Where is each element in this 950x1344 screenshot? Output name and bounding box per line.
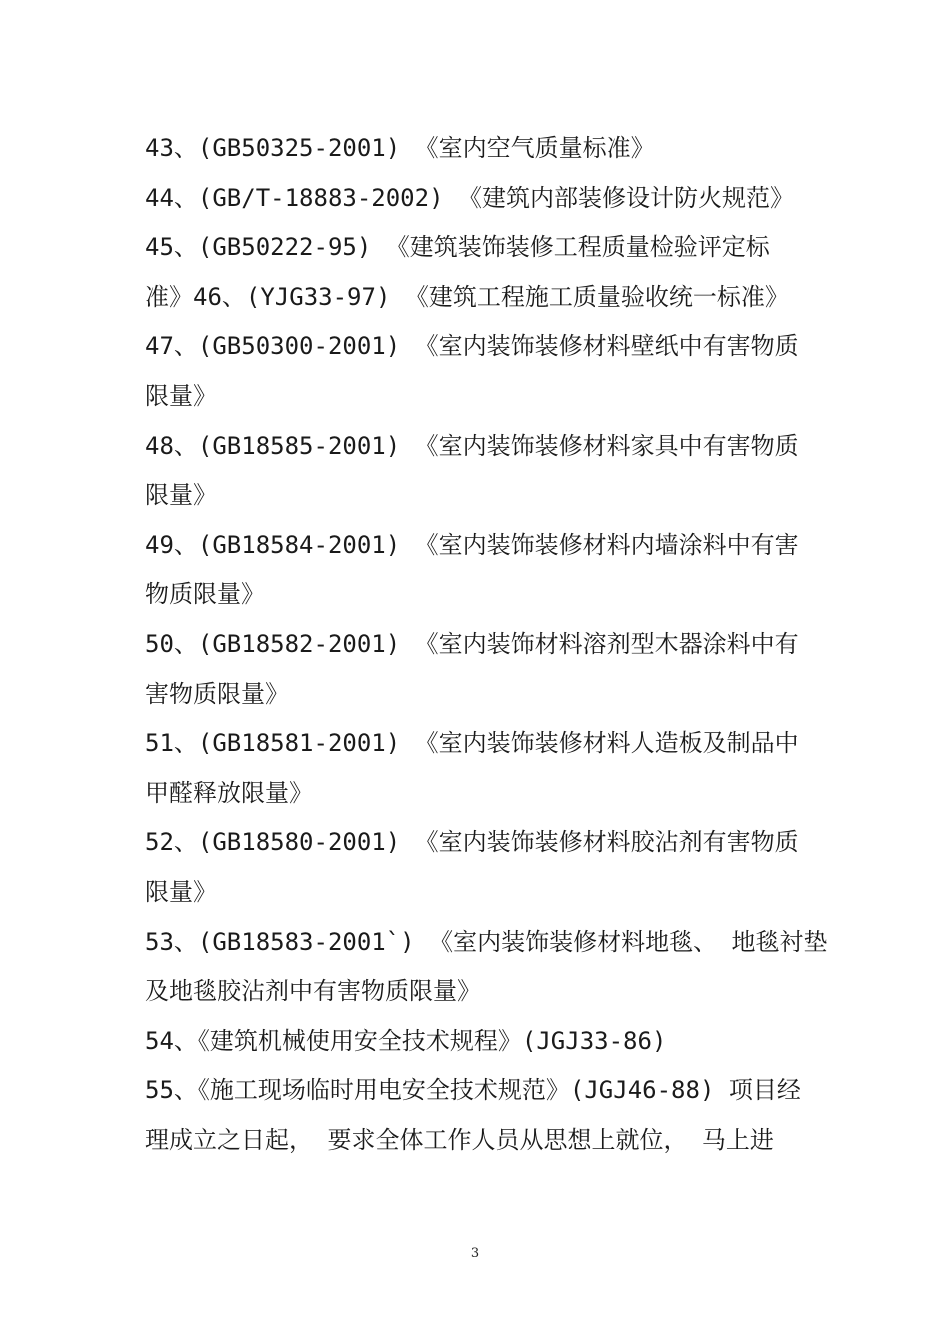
text-line: 54、《建筑机械使用安全技术规程》(JGJ33-86) (145, 1026, 667, 1055)
text-line: 50、(GB18582-2001) 《室内装饰材料溶剂型木器涂料中有 (145, 629, 799, 658)
text-line: 49、(GB18584-2001) 《室内装饰装修材料内墙涂料中有害 (145, 530, 799, 559)
text-line: 及地毯胶沾剂中有害物质限量》 (145, 977, 481, 1006)
text-line: 51、(GB18581-2001) 《室内装饰装修材料人造板及制品中 (145, 729, 799, 758)
text-line: 理成立之日起， 要求全体工作人员从思想上就位， 马上进 (145, 1125, 774, 1154)
document-body (145, 124, 828, 1165)
text-line: 55、《施工现场临时用电安全技术规范》(JGJ46-88) 项目经 (145, 1076, 801, 1105)
text-line: 限量》 (145, 381, 217, 410)
text-line: 52、(GB18580-2001) 《室内装饰装修材料胶沾剂有害物质 (145, 828, 799, 857)
text-line: 限量》 (145, 877, 217, 906)
page-number: 3 (470, 1246, 480, 1261)
text-line: 甲醛释放限量》 (145, 778, 313, 807)
text-line: 43、(GB50325-2001) 《室内空气质量标准》 (145, 134, 655, 162)
text-line: 准》46、(YJG33-97) 《建筑工程施工质量验收统一标准》 (145, 282, 789, 311)
text-line: 44、(GB/T-18883-2002) 《建筑内部装修设计防火规范》 (145, 183, 794, 212)
text-line: 47、(GB50300-2001) 《室内装饰装修材料壁纸中有害物质 (145, 332, 799, 361)
text-line: 物质限量》 (145, 580, 265, 609)
text-line: 45、(GB50222-95) 《建筑装饰装修工程质量检验评定标 (145, 233, 770, 262)
text-line: 53、(GB18583-2001`) 《室内装饰装修材料地毯、 地毯衬垫 (145, 927, 828, 956)
text-line: 限量》 (145, 481, 217, 510)
text-line: 48、(GB18585-2001) 《室内装饰装修材料家具中有害物质 (145, 431, 799, 460)
text-line: 害物质限量》 (145, 679, 289, 708)
